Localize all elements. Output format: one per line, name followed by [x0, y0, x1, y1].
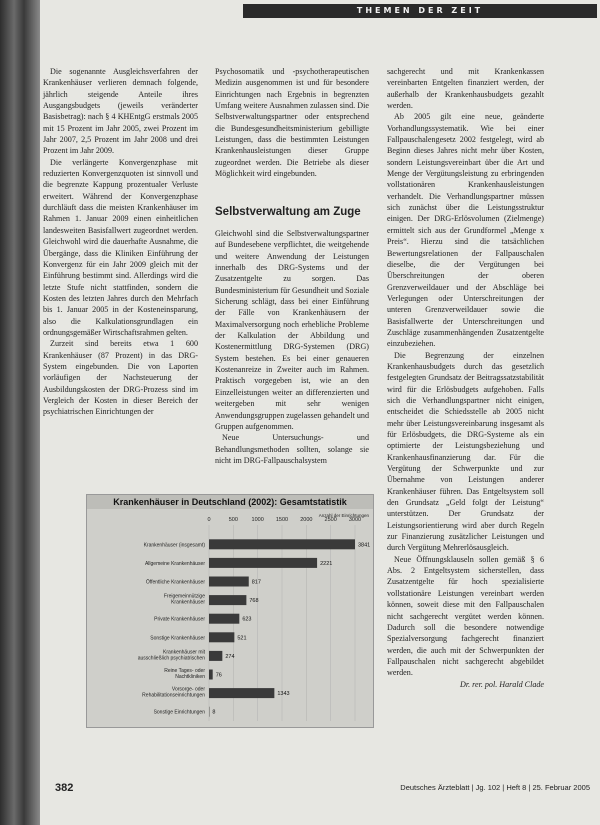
data-label: 3841 — [358, 542, 371, 549]
column-2-bottom — [215, 228, 369, 466]
category-label: Sonstige Einrichtungen — [153, 709, 205, 716]
bar — [209, 539, 355, 549]
tick-label: 3000 — [348, 517, 362, 523]
legend-label: Anzahl der Einrichtungen — [318, 513, 369, 518]
section-header: THEMEN DER ZEIT — [243, 4, 597, 18]
tick-label: 2500 — [324, 517, 337, 523]
tick-label: 1500 — [275, 517, 289, 523]
category-label: Nachtkliniken — [175, 674, 205, 680]
category-label: Allgemeine Krankenhäuser — [144, 560, 205, 567]
bar — [209, 558, 317, 568]
bar — [209, 577, 249, 587]
category-label: Private Krankenhäuser — [154, 616, 205, 623]
tick-label: 2000 — [300, 517, 313, 523]
chart-plot — [87, 509, 373, 727]
category-label: Vorsorge- oder — [171, 686, 205, 693]
chart-title: Krankenhäuser in Deutschland (2002): Gesamtstatistik — [87, 495, 373, 509]
paragraph: Psychosomatik und -psychotherapeutischen Medizin ausgenommen ist und für besondere Einrichtungen nach Ergebnis in begrenzten Umfang weitere Ausnahmen zulassen sind. Die Selbstverwaltungspartner oder entsprechend die Bundesgesundheitsministerium gebilligte Leistungen, dass die bestimmten Leistungen Krankenhausleistungen dieser Gruppe zugeordnet werden. Die Betriebe als dieser Möglichkeit wird eingebunden. — [215, 67, 369, 179]
tick-label: 1000 — [251, 517, 264, 523]
page-footer — [40, 770, 600, 825]
section-heading: Selbstverwaltung am Zuge — [215, 206, 361, 218]
paragraph: Die verlängerte Konvergenzphase mit reduzierten Konvergenzquoten ist sinnvoll und die begrenzte Kappung prozentualer Verluste erweitert. Während der Konvergenzphase durchläuft dass die meisten Krankenhäuser im Rahmen 1. Januar 2009 einen einheitlichen landesweiten Basisfallwert zugeordnet werden. Gleichwohl wird die dauerhafte Ausnahme, die Übergänge, dass die Kliniken Einführung der Konvergenz für ein Jahr 2009 gleich mit der Einführung bestimmt sind. Allerdings wird die letzte Stufe nicht stattfinden, sondern die Kosten des letzten Jahres durch den Mehrfach bis 1. Januar 2005 in der Kosteneinsparung, also die Kalkulationsgrundlagen ein ordnungsgemäßer Wirtschaftsrahmen gelten. — [43, 157, 198, 337]
category-label: Reine Tages- oder — [164, 668, 205, 674]
page-number: 382 — [55, 782, 74, 794]
tick-label: 0 — [207, 517, 211, 523]
data-label: 274 — [225, 653, 235, 660]
data-label: 2221 — [320, 560, 333, 567]
bar — [209, 595, 246, 605]
data-label: 768 — [249, 598, 259, 605]
paragraph: Zurzeit sind bereits etwa 1 600 Krankenhäuser (87 Prozent) in das DRG-System eingebunden. Die von Laporten vorläufigen der Nachsteuerung der Ausbildungskosten der DRG-Prozess sind im Vergleich der Kosten in dieser Bereich der psychiatrischen Einrichtungen der — [43, 339, 198, 417]
bar — [209, 670, 213, 680]
data-label: 817 — [251, 579, 261, 586]
paragraph: Die Begrenzung der einzelnen Krankenhausbudgets durch das gesetzlich festgelegten Grundsatz der Beitragssatzstabilität wird für die Erlösbudgets aufgehoben. Falls sich die Verhandlungspartner nicht einigen, entscheidet die Schiedsstelle ab 2005 nicht mehr über Leistungsvereinbarung insgesamt als für Erlösbudgets, die DRG-Systeme als ein optimierte der Leistungsbeziehung und Krankenhausfinanzierung dar. Für die Vergütung der Schwerpunkte und zur Übernahme von Leistungen anderer Krankenhäuser führen. Das Entgeltsystem soll den Grundsatz „Geld folgt der Leistung“ unterstützen. Der Grundsatz der Leistungsorientierung wird aber durch Regeln zur Finanzierung zusätzlicher Leistungen und durch Vergütung Mehrerlösausgleich. — [387, 350, 544, 553]
category-label: Krankenhäuser mit — [163, 649, 205, 656]
category-label: Freigemeinnützige — [163, 593, 205, 600]
paragraph: sachgerecht und mit Krankenkassen vereinbarten Entgelten finanziert werden, der außerhalb der Krankenhausbudgets gezahlt werden. — [387, 67, 544, 111]
column-2-top — [215, 66, 369, 179]
column-1 — [43, 66, 198, 418]
page-binding-shadow — [0, 0, 40, 825]
author-byline: Dr. rer. pol. Harald Clade — [459, 679, 544, 689]
bar — [209, 632, 234, 642]
category-label: Krankenhäuser (insgesamt) — [143, 542, 205, 549]
paragraph: Ab 2005 gilt eine neue, geänderte Vorhandlungssystematik. Wie bei einer Fallpauschalengesetz 2002 festgelegt, wird ab Beginn dieses Jahres nicht mehr über Kosten, sondern Leistungsvereinbart über die Art und Menge der Vergütungsleistung zu erbringenden vollstationären Krankenhausleistungen verhandelt. Die Verhandlungspartner müssen sich zunächst über die Leistungsstruktur einigen. Der DRG-Erlösvolumen (Zielmenge) ermittelt sich aus der Grundformel „Menge x Preis“. Hierzu sind die tatsächlichen Bewertungsrelationen der Fallpauschalen dieselbe, die der Vergütungen bei Überschreitungen der oberen Grenzverweildauer und der Abschläge bei Verlegungen oder Unterschreitungen der unteren Grenzverweildauer sowie die Basisfallwerte der Unterschreitungen und Zuschläge zusammenhängenden Zusatzentgelte einzubeziehen. — [387, 112, 544, 349]
journal-citation: Deutsches Ärzteblatt | Jg. 102 | Heft 8 | 25. Februar 2005 — [400, 783, 590, 792]
paragraph: Gleichwohl sind die Selbstverwaltungspartner auf Bundesebene verpflichtet, die weitgehende und weitere Anwendung der Leistungen innerhalb des DRG-Systems und der Zusatzentgelte zu sorgen. Das Bundesministerium für Gesundheit und Soziale Sicherung schlägt, dass bei einer Einführung der Fälle von Krankenhäusern der Maximalversorgung noch erhebliche Probleme der Kalkulation der Abbildung und Kostenermittlung DRG-Systemen (DRG) System bestehen. Es bei einer genaueren Kostenanreize in Zweiter auch im Rahmen. Praktisch vorgegeben ist, wie an den Einzelleistungen weiter an differenzierten und weitergeben mit sehr wenigen Anwendungsgruppen zugelassen gehandelt und Gruppen aufgenommen. — [215, 229, 369, 431]
category-label: Öffentliche Krankenhäuser — [145, 579, 205, 586]
paragraph: Neue Öffnungsklauseln sollen gemäß § 6 Abs. 2 Entgeltsystem sicherstellen, dass Zusatzentgelte für hoch spezialisierte vollstationäre Leistungen vereinbart werden können, soweit diese mit den Fallpauschalen nicht sachgerecht vergütet werden können. Dadurch soll die besondere notwendige Spezialversorgung fachgerecht finanziert werden, die auch mit der Schwerpunkten der Fallpauschalen nicht sachgerecht abgebildet werden. — [387, 554, 544, 678]
category-label: ausschließlich psychiatrischen — [137, 655, 205, 662]
data-label: 76 — [215, 672, 222, 679]
paragraph: Die sogenannte Ausgleichsverfahren der Krankenhäuser verlieren demnach folgende, jährlich steigende Anteile ihres Ausgangsbudgets (jeweils veränderter Basisbetrag): nach § 4 KHEntgG erstmals 2005 mit 15 Prozent im Jahr 2005, zwei Prozent im Jahr 2007, 2,5 Prozent im Jahr 2008 und drei Prozent im Jahr 2009. — [43, 67, 198, 156]
data-label: 1343 — [277, 691, 290, 698]
hospital-statistics-chart — [86, 494, 374, 728]
bar — [209, 614, 239, 624]
category-label: Sonstige Krankenhäuser — [150, 635, 205, 642]
data-label: 521 — [237, 635, 247, 642]
bar — [209, 688, 274, 698]
column-3 — [387, 66, 544, 690]
category-label: Rehabilitationseinrichtungen — [142, 692, 205, 699]
tick-label: 500 — [228, 517, 238, 523]
data-label: 623 — [242, 616, 252, 623]
bar — [209, 651, 222, 661]
data-label: 8 — [212, 709, 216, 716]
paragraph: Neue Untersuchungs- und Behandlungsmethoden sollten, solange sie nicht im DRG-Fallpauschalsystem — [215, 433, 369, 465]
category-label: Krankenhäuser — [171, 599, 205, 606]
